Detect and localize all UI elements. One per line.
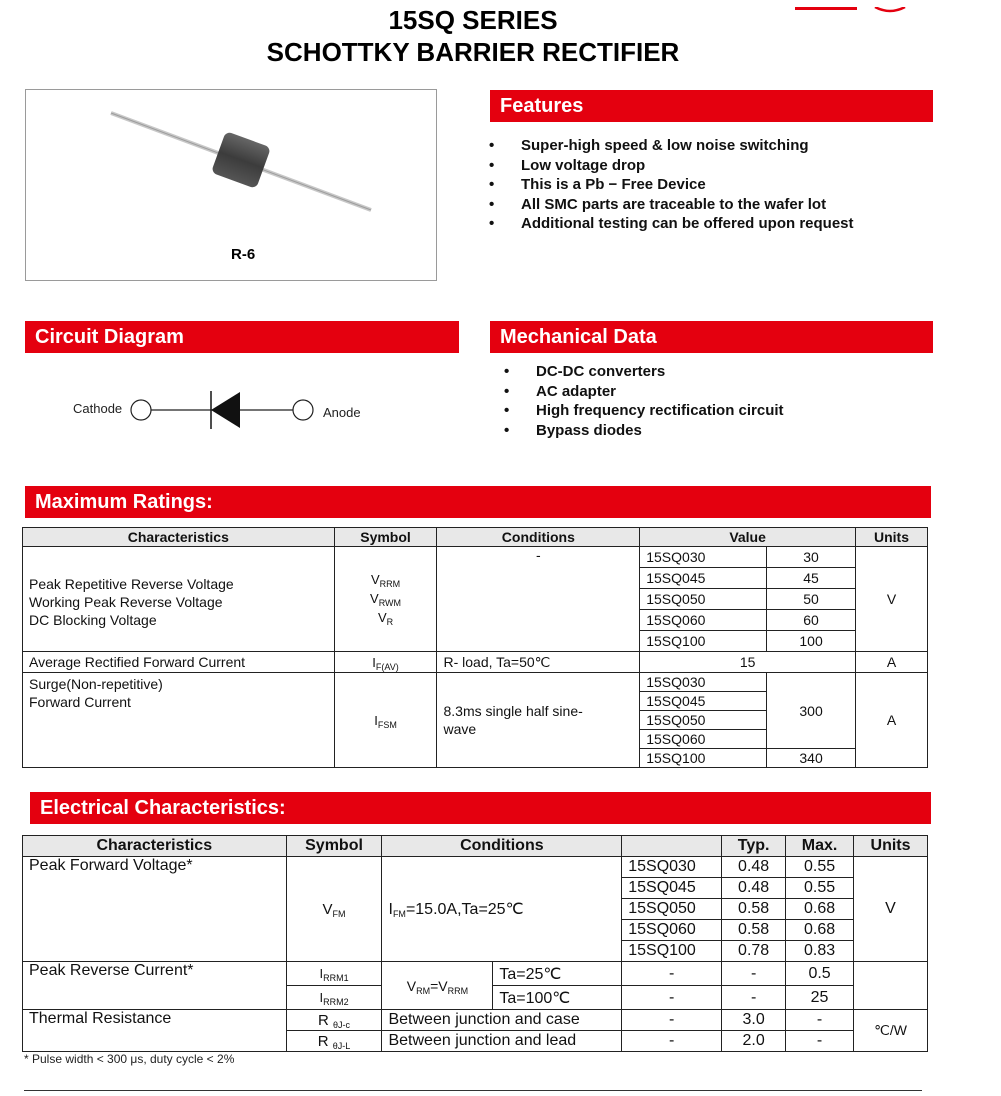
cell-typ: 0.78	[722, 941, 786, 962]
cell-thermal-condition: Between junction and lead	[382, 1031, 622, 1052]
cell-max: 0.5	[786, 962, 854, 986]
cell-vf-symbol: $V_{FM}$	[286, 857, 382, 962]
electrical-heading: Electrical Characteristics:	[30, 792, 931, 824]
cell-value: 100	[767, 631, 856, 652]
cell-typ: 0.58	[722, 920, 786, 941]
circuit-heading: Circuit Diagram	[25, 321, 459, 353]
cell-thermal-symbol: R $_{\theta J-L}$	[286, 1031, 382, 1052]
cell-surge-value: 340	[767, 749, 856, 768]
list-item: • All SMC parts are traceable to the wafer lot	[489, 195, 854, 215]
cell-avg-current-symbol: $I_{F(AV)}$	[334, 652, 437, 673]
list-item: • High frequency rectification circuit	[504, 401, 784, 421]
list-item: • Additional testing can be offered upon request	[489, 214, 854, 234]
features-heading: Features	[490, 90, 933, 122]
cell-avg-current-value: 15	[640, 652, 856, 673]
package-label: R-6	[231, 246, 256, 263]
cell-surge-symbol: $I_{FSM}$	[334, 673, 437, 768]
list-item: • AC adapter	[504, 382, 784, 402]
list-item: • Bypass diodes	[504, 421, 784, 441]
footnote: * Pulse width < 300 μs, duty cycle < 2%	[24, 1052, 235, 1066]
cell-part: 15SQ045	[640, 568, 767, 589]
cell-value: 30	[767, 547, 856, 568]
cell-value: 45	[767, 568, 856, 589]
col-header-typ: Typ.	[722, 836, 786, 857]
cell-max: 25	[786, 986, 854, 1010]
cell-voltage-condition: -	[437, 547, 640, 652]
col-header-max: Max.	[786, 836, 854, 857]
cell-avg-current-characteristic: Average Rectified Forward Current	[23, 652, 335, 673]
cell-part: 15SQ060	[640, 610, 767, 631]
cell-thermal-symbol: R $_{\theta J-c}$	[286, 1010, 382, 1031]
cell-typ: -	[722, 962, 786, 986]
cell-typ: 2.0	[722, 1031, 786, 1052]
max-ratings-table	[22, 527, 928, 768]
cell-max: -	[786, 1031, 854, 1052]
diode-symbol-icon	[128, 390, 328, 430]
list-item: • Super-high speed & low noise switching	[489, 136, 854, 156]
cell-part: 15SQ100	[622, 941, 722, 962]
cell-typ: -	[722, 986, 786, 1010]
list-item: • DC-DC converters	[504, 362, 784, 382]
cell-vf-characteristic: Peak Forward Voltage*	[23, 857, 287, 962]
diode-photo	[26, 90, 436, 240]
cell-typ: 0.48	[722, 878, 786, 899]
cell-voltage-characteristics: Peak Repetitive Reverse Voltage Working Peak Reverse Voltage DC Blocking Voltage	[23, 547, 335, 652]
cell-part: 15SQ100	[640, 749, 767, 768]
cell-unit: V	[856, 547, 928, 652]
cell-surge-characteristic: Surge(Non-repetitive) Forward Current	[23, 673, 335, 768]
bottom-rule	[24, 1090, 922, 1091]
page-subtitle: SCHOTTKY BARRIER RECTIFIER	[266, 37, 680, 67]
electrical-table	[22, 835, 928, 1052]
cell-unit-blank	[854, 962, 928, 1010]
cell-value: 50	[767, 589, 856, 610]
mechanical-heading: Mechanical Data	[490, 321, 933, 353]
cell-unit: ℃/W	[854, 1010, 928, 1052]
cell-voltage-symbols: $V_{RRM}$ $V_{RWM}$ $V_R$	[334, 547, 437, 652]
cell-part: -	[622, 962, 722, 986]
cell-part: 15SQ030	[640, 547, 767, 568]
cell-part: 15SQ050	[622, 899, 722, 920]
cell-part: -	[622, 986, 722, 1010]
cell-unit: A	[856, 673, 928, 768]
cell-max: 0.55	[786, 857, 854, 878]
cell-part: -	[622, 1031, 722, 1052]
cell-ir-symbol: $I_{RRM2}$	[286, 986, 382, 1010]
cell-max: 0.68	[786, 899, 854, 920]
col-header-units: Units	[854, 836, 928, 857]
col-header-value: Value	[640, 528, 856, 547]
package-image-box	[25, 89, 437, 281]
max-ratings-heading: Maximum Ratings:	[25, 486, 931, 518]
col-header-symbol: Symbol	[334, 528, 437, 547]
cell-part: 15SQ030	[622, 857, 722, 878]
cell-ir-temp: Ta=25℃	[493, 962, 622, 986]
col-header-conditions: Conditions	[382, 836, 622, 857]
cell-part: -	[622, 1010, 722, 1031]
col-header-symbol: Symbol	[286, 836, 382, 857]
col-header-characteristics: Characteristics	[23, 836, 287, 857]
cell-unit: A	[856, 652, 928, 673]
cell-part: 15SQ060	[622, 920, 722, 941]
cell-max: 0.68	[786, 920, 854, 941]
anode-label: Anode	[323, 405, 361, 420]
col-header-characteristics: Characteristics	[23, 528, 335, 547]
cell-surge-condition: 8.3ms single half sine- wave	[437, 673, 640, 768]
cell-part: 15SQ050	[640, 589, 767, 610]
cell-ir-symbol: $I_{RRM1}$	[286, 962, 382, 986]
cell-part: 15SQ050	[640, 711, 767, 730]
list-item: • Low voltage drop	[489, 156, 854, 176]
mechanical-list	[504, 362, 784, 440]
col-header-units: Units	[856, 528, 928, 547]
cell-part: 15SQ045	[640, 692, 767, 711]
cell-vf-condition: $I_{FM}=15.0A,Ta=25℃$	[382, 857, 622, 962]
cell-thermal-condition: Between junction and case	[382, 1010, 622, 1031]
cell-ir-condition: $V_{RM}=V_{RRM}$	[382, 962, 493, 1010]
cell-avg-current-condition: R- load, Ta=50℃	[437, 652, 640, 673]
cell-ir-temp: Ta=100℃	[493, 986, 622, 1010]
cell-surge-value: 300	[767, 673, 856, 749]
cell-part: 15SQ100	[640, 631, 767, 652]
cell-part: 15SQ060	[640, 730, 767, 749]
cell-typ: 0.58	[722, 899, 786, 920]
page-title: 15SQ SERIES	[388, 5, 558, 35]
col-header-conditions: Conditions	[437, 528, 640, 547]
cell-max: 0.83	[786, 941, 854, 962]
cell-part: 15SQ030	[640, 673, 767, 692]
cell-ir-characteristic: Peak Reverse Current*	[23, 962, 287, 1010]
cell-max: -	[786, 1010, 854, 1031]
cell-unit: V	[854, 857, 928, 962]
cell-value: 60	[767, 610, 856, 631]
cathode-label: Cathode	[73, 401, 123, 416]
cell-typ: 3.0	[722, 1010, 786, 1031]
cell-max: 0.55	[786, 878, 854, 899]
cell-part: 15SQ045	[622, 878, 722, 899]
features-list	[489, 136, 854, 234]
cell-thermal-characteristic: Thermal Resistance	[23, 1010, 287, 1052]
col-header-blank	[622, 836, 722, 857]
cell-typ: 0.48	[722, 857, 786, 878]
list-item: • This is a Pb − Free Device	[489, 175, 854, 195]
